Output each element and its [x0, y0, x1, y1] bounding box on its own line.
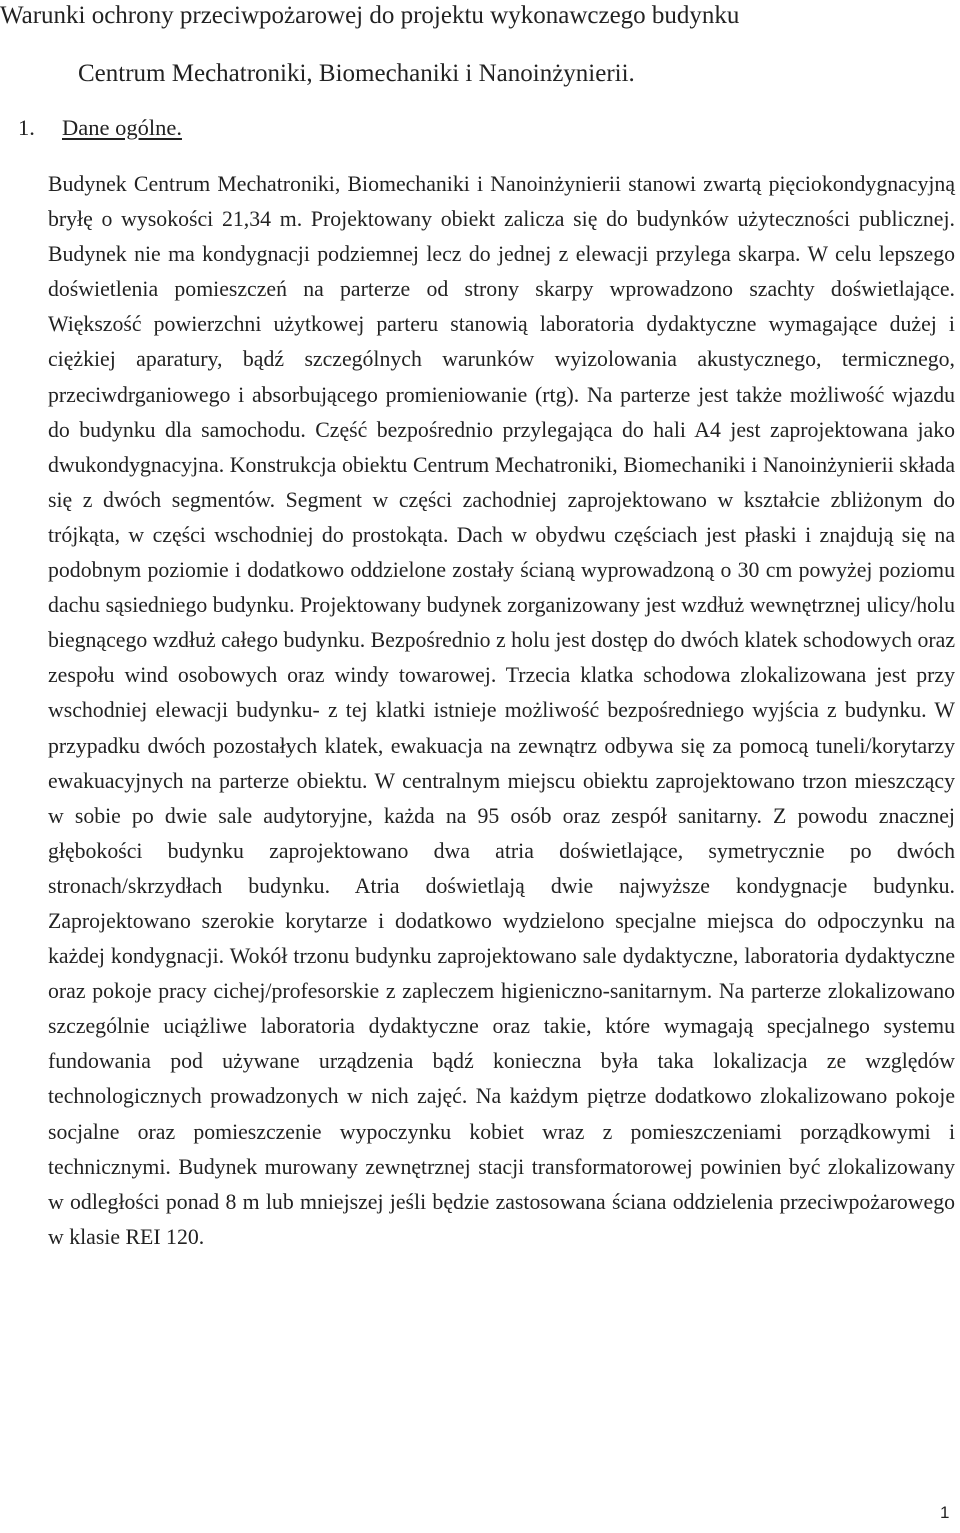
- body-paragraph: Budynek Centrum Mechatroniki, Biomechaniki i Nanoinżynierii stanowi zwartą pięciokondygnacyjną bryłę o wysokości 21,34 m. Projektowany obiekt zalicza się do budynków użyteczności publicznej. Budynek nie ma kondygnacji podziemnej lecz do jednej z elewacji przylega skarpa. W celu lepszego doświetlenia pomieszczeń na parterze od strony skarpy wprowadzono szachty doświetlające. Większość powierzchni użytkowej parteru stanowią laboratoria dydaktyczne wymagające dużej i ciężkiej aparatury, bądź szczególnych warunków wyizolowania akustycznego, termicznego, przeciwdrganiowego i absorbującego promieniowanie (rtg). Na parterze jest także możliwość wjazdu do budynku dla samochodu. Część bezpośrednio przylegająca do hali A4 jest zaprojektowana jako dwukondygnacyjna. Konstrukcja obiektu Centrum Mechatroniki, Biomechaniki i Nanoinżynierii składa się z dwóch segmentów. Segment w części zachodniej zaprojektowano w kształcie zbliżonym do trójkąta, w części wschodniej do prostokąta. Dach w obydwu częściach jest płaski i znajdują się na podobnym poziomie i dodatkowo oddzielone zostały ścianą wyprowadzoną o 30 cm powyżej poziomu dachu sąsiedniego budynku. Projektowany budynek zorganizowany jest wzdłuż wewnętrznej ulicy/holu biegnącego wzdłuż całego budynku. Bezpośrednio z holu jest dostęp do dwóch klatek schodowych oraz zespołu wind osobowych oraz windy towarowej. Trzecia klatka schodowa zlokalizowana jest przy wschodniej elewacji budynku- z tej klatki istnieje możliwość bezpośredniego wyjścia z budynku. W przypadku dwóch pozostałych klatek, ewakuacja na zewnątrz odbywa się za pomocą tuneli/korytarzy ewakuacyjnych na parterze obiektu. W centralnym miejscu obiektu zaprojektowano trzon mieszczący w sobie po dwie sale audytoryjne, każda na 95 osób oraz zespół sanitarny. Z powodu znacznej głębokości budynku zaprojektowano dwa atria doświetlające, symetrycznie po dwóch stronach/skrzydłach budynku. Atria doświetlają dwie najwyższe kondygnacje budynku. Zaprojektowano szerokie korytarze i dodatkowo wydzielono specjalne miejsca do odpoczynku na każdej kondygnacji. Wokół trzonu budynku zaprojektowano sale dydaktyczne, laboratoria dydaktyczne oraz pokoje pracy cichej/profesorskie z zapleczem higieniczno-sanitarnym. Na parterze zlokalizowano szczególnie uciążliwe laboratoria dydaktyczne oraz takie, które wymagają specjalnego systemu fundowania pod używane urządzenia bądź konieczna była taka lokalizacja ze względów technologicznych prowadzonych w nich zajęć. Na każdym piętrze dodatkowo zlokalizowano pokoje socjalne oraz pomieszczenie wypoczynku kobiet wraz z pomieszczeniami porządkowymi i technicznymi. Budynek murowany zewnętrznej stacji transformatorowej powinien być zlokalizowany w odległości ponad 8 m lub mniejszej jeśli będzie zastosowana ściana oddzielenia przeciwpożarowego w klasie REI 120.: [48, 172, 955, 1249]
- section-number: 1.: [18, 115, 35, 140]
- page-number: 1: [940, 1503, 950, 1522]
- section-heading-label: Dane ogólne.: [62, 115, 182, 140]
- document-title-line-1: Warunki ochrony przeciwpożarowej do projektu wykonawczego budynku: [0, 2, 740, 29]
- section-heading: [18, 113, 182, 143]
- document-title-line-2: Centrum Mechatroniki, Biomechaniki i Nanoinżynierii.: [78, 60, 635, 87]
